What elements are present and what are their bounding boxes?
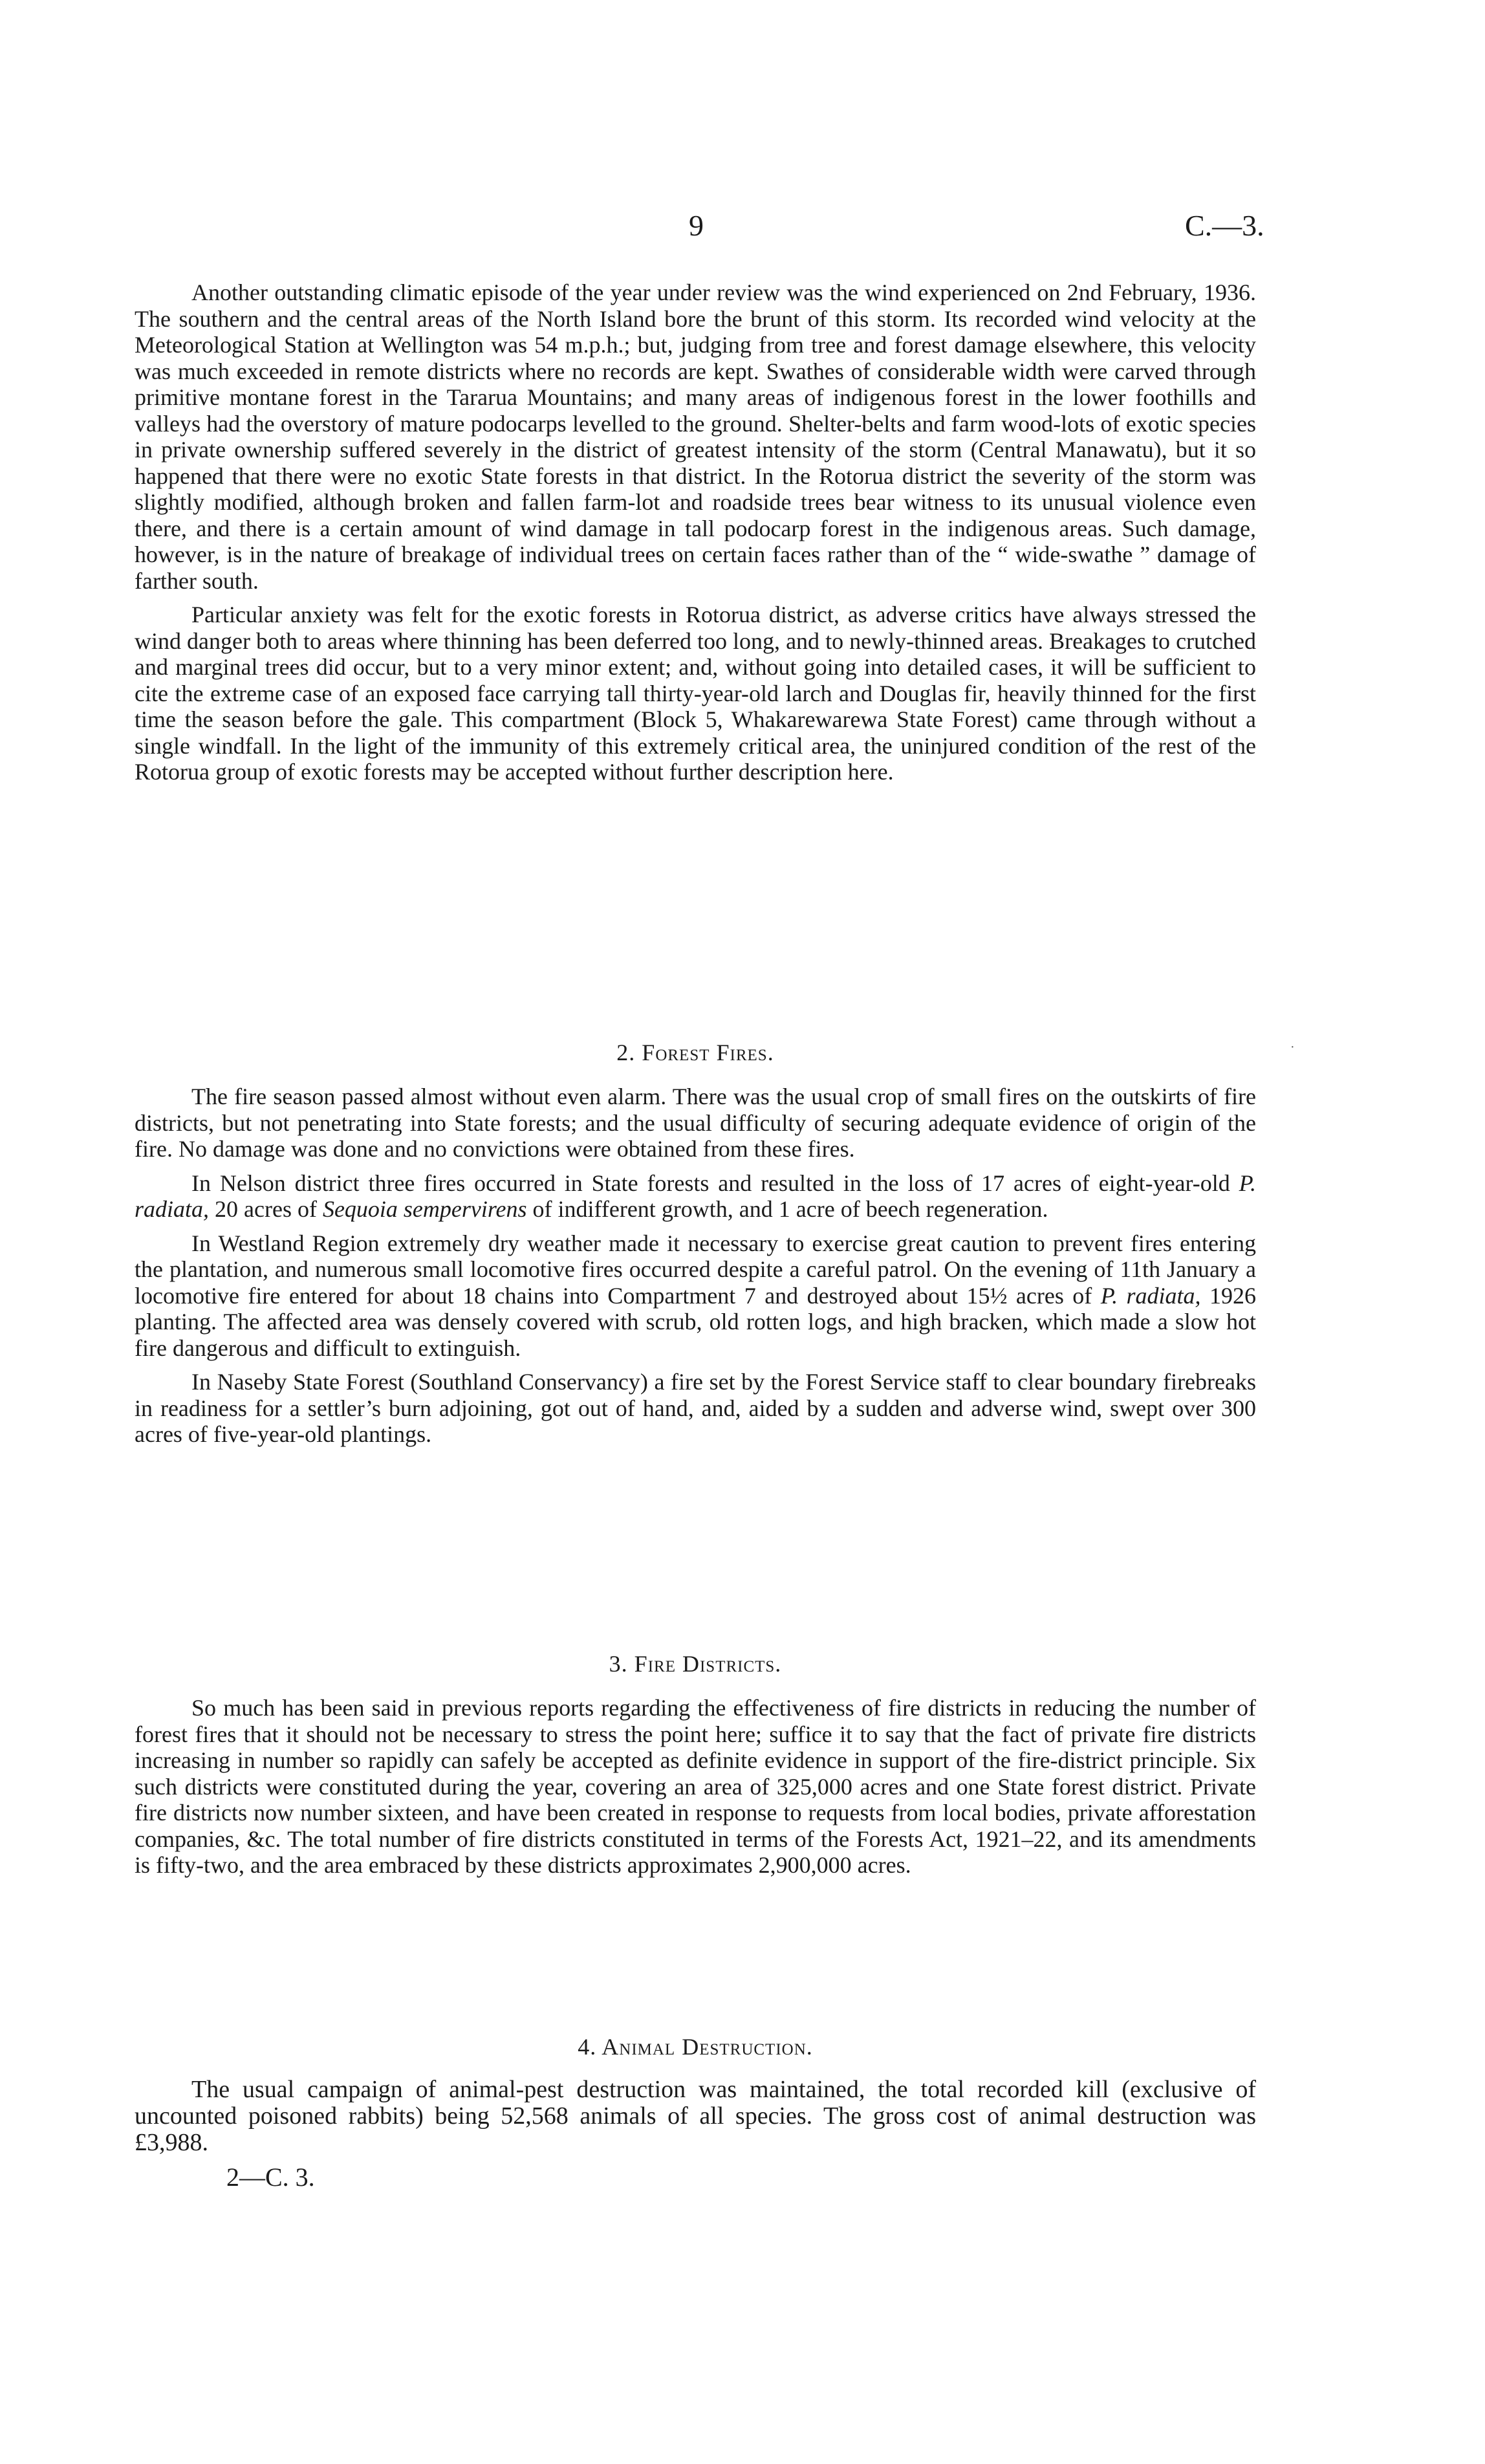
section-animal-destruction: [135, 2077, 1256, 2164]
paper-reference: C.—3.: [1185, 209, 1264, 242]
wind-paragraph-1: Another outstanding climatic episode of the year under review was the wind experienced on 2nd February, 1936. The southern and the central areas of the North Island bore the brunt of this storm. Its recorded wind velocity at the Meteorological Station at Wellington was 54 m.p.h.; but, judging from tree and forest damage elsewhere, this velocity was much exceeded in remote districts where no records are kept. Swathes of considerable width were carved through primitive montane forest in the Tararua Mountains; and many areas of indigenous forest in the lower foothills and valleys had the overstory of mature podocarps levelled to the ground. Shelter-belts and farm wood-lots of exotic species in private ownership suffered severely in the district of greatest intensity of the storm (Central Manawatu), but it so happened that there were no exotic State forests in that district. In the Rotorua district the severity of the storm was slightly modified, although broken and fallen farm-lot and roadside trees bear witness to its unusual violence even there, and there is a certain amount of wind damage in tall podocarp forest in the indigenous areas. Such damage, however, is in the nature of breakage of individual trees on certain faces rather than of the “ wide-swathe ” damage of farther south.: [135, 279, 1256, 594]
species-sequoia: Sequoia sempervirens: [322, 1196, 527, 1222]
section-wind: [135, 279, 1256, 793]
signature-mark: 2—C. 3.: [226, 2163, 315, 2192]
species-p-radiata-westland: P. radiata,: [1100, 1282, 1201, 1309]
running-head: [0, 208, 1485, 247]
fires-p2-text-a: In Nelson district three fires occurred in State forests and resulted in the loss of 17 acres of eight-year-old: [191, 1170, 1239, 1196]
heading-forest-fires: 2. Forest Fires.: [616, 1040, 774, 1065]
fires-p3-text-b: 1926 planting. The affected area was densely covered with scrub, old rotten logs, and high bracken, which made a slow hot fire dangerous and difficult to extinguish.: [135, 1282, 1256, 1361]
species-p-radiata: P. radiata,: [135, 1170, 1256, 1222]
heading-fire-districts: 3. Fire Districts.: [609, 1651, 782, 1677]
section-forest-fires: [135, 1084, 1256, 1456]
fires-p2-text-b: 20 acres of: [209, 1196, 323, 1222]
fires-paragraph-3: [135, 1230, 1256, 1362]
districts-paragraph-1: So much has been said in previous reports regarding the effectiveness of fire districts in reducing the number of forest fires that it should not be necessary to stress the point here; suffice it to say that the fact of private fire districts increasing in number so rapidly can safely be accepted as definite evidence in support of the fire-district principle. Six such districts were constituted during the year, covering an area of 325,000 acres and one State forest district. Private fire districts now number sixteen, and have been created in response to requests from local bodies, private afforestation companies, &c. The total number of fire districts constituted in terms of the Forests Act, 1921–22, and its amendments is fifty-two, and the area embraced by these districts approximates 2,900,000 acres.: [135, 1695, 1256, 1878]
animal-paragraph-1: The usual campaign of animal-pest destruction was maintained, the total recorded kill (exclusive of uncounted poisoned rabbits) being 52,568 animals of all species. The gross cost of animal destruction was £3,988.: [135, 2076, 1256, 2156]
heading-animal-destruction: 4. Animal Destruction.: [578, 2034, 813, 2060]
section-fire-districts: [135, 1695, 1256, 1886]
fires-paragraph-4: In Naseby State Forest (Southland Conservancy) a fire set by the Forest Service staff to clear boundary firebreaks in readiness for a settler’s burn adjoining, got out of hand, and, aided by a sudden and adverse wind, swept over 300 acres of five-year-old plantings.: [135, 1369, 1256, 1447]
fires-paragraph-1: The fire season passed almost without even alarm. There was the usual crop of small fires on the outskirts of fire districts, but not penetrating into State forests; and the usual difficulty of securing adequate evidence of origin of the fire. No damage was done and no convictions were obtained from these fires.: [135, 1084, 1256, 1162]
page-number: 9: [689, 209, 704, 242]
fires-p2-text-c: of indifferent growth, and 1 acre of beech regeneration.: [526, 1196, 1048, 1222]
fires-p3-text-a: In Westland Region extremely dry weather made it necessary to exercise great caution to prevent fires entering the plantation, and numerous small locomotive fires occurred despite a careful patrol. On the evening of 11th January a locomotive fire entered for about 18 chains into Compartment 7 and destroyed about 15½ acres of: [135, 1230, 1256, 1309]
wind-paragraph-2: Particular anxiety was felt for the exotic forests in Rotorua district, as adverse critics have always stressed the wind danger both to areas where thinning has been deferred too long, and to newly-thinned areas. Breakages to crutched and marginal trees did occur, but to a very minor extent; and, without going into detailed cases, it will be sufficient to cite the extreme case of an exposed face carrying tall thirty-year-old larch and Douglas fir, heavily thinned for the first time the season before the gale. This compartment (Block 5, Whakarewarewa State Forest) came through without a single windfall. In the light of the immunity of this extremely critical area, the uninjured condition of the rest of the Rotorua group of exotic forests may be accepted without further description here.: [135, 602, 1256, 785]
fires-paragraph-2: [135, 1170, 1256, 1223]
stray-dot-mark: ·: [1290, 1040, 1295, 1054]
